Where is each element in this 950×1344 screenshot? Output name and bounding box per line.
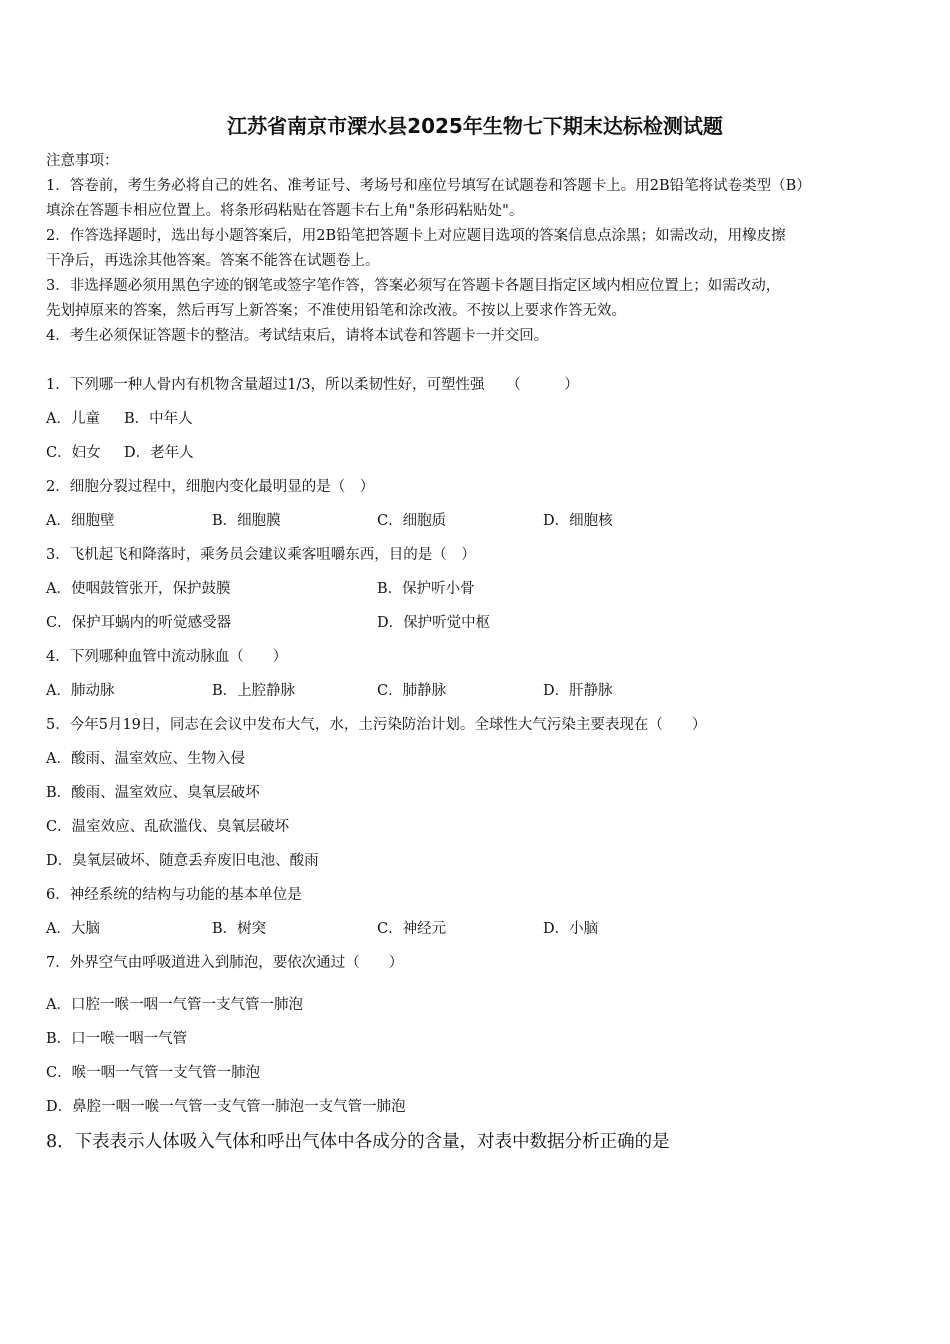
- notice-line: 填涂在答题卡相应位置上。将条形码粘贴在答题卡右上角"条形码粘贴处"。: [46, 203, 524, 219]
- question-stem: 2．细胞分裂过程中，细胞内变化最明显的是（ ）: [46, 479, 375, 495]
- question-stem: 8．下表表示人体吸入气体和呼出气体中各成分的含量，对表中数据分析正确的是: [46, 1132, 670, 1152]
- question-stem: 5．今年5月19日，同志在会议中发布大气，水，土污染防治计划。全球性大气污染主要表现在（ ）: [46, 717, 707, 733]
- option-a: A．酸雨、温室效应、生物入侵: [46, 751, 245, 767]
- option-row: [46, 409, 904, 429]
- option-d: D．老年人: [124, 445, 194, 461]
- notice-line: 干净后，再选涂其他答案。答案不能答在试题卷上。: [46, 253, 380, 269]
- option-row: [46, 613, 904, 633]
- option-d: D．保护听觉中枢: [377, 615, 491, 631]
- option-d: D．臭氧层破坏、随意丢弃废旧电池、酸雨: [46, 853, 319, 869]
- option-c: C．温室效应、乱砍滥伐、臭氧层破坏: [46, 819, 290, 835]
- option-b: B．保护听小骨: [377, 581, 475, 597]
- option-c: C．喉一咽一气管一支气管一肺泡: [46, 1065, 261, 1081]
- question-stem: 6．神经系统的结构与功能的基本单位是: [46, 887, 302, 903]
- option-c: C．神经元: [377, 921, 447, 937]
- option-a: A．口腔一喉一咽一气管一支气管一肺泡: [46, 997, 303, 1013]
- option-b: B．酸雨、温室效应、臭氧层破坏: [46, 785, 260, 801]
- option-d: D．小脑: [543, 921, 599, 937]
- option-c: C．细胞质: [377, 513, 447, 529]
- option-b: B．口一喉一咽一气管: [46, 1031, 188, 1047]
- option-b: B．细胞膜: [212, 513, 281, 529]
- option-row: [46, 579, 904, 599]
- option-c: C．妇女: [46, 445, 101, 461]
- notice-line: 4．考生必须保证答题卡的整洁。考试结束后，请将本试卷和答题卡一并交回。: [46, 328, 549, 344]
- option-a: A．大脑: [46, 921, 100, 937]
- option-a: A．肺动脉: [46, 683, 115, 699]
- option-d: D．肝静脉: [543, 683, 613, 699]
- exam-title: 江苏省南京市溧水县2025年生物七下期末达标检测试题: [227, 114, 723, 138]
- option-row: [46, 443, 904, 463]
- notice-line: 先划掉原来的答案，然后再写上新答案；不准使用铅笔和涂改液。不按以上要求作答无效。: [46, 303, 626, 319]
- option-b: B．上腔静脉: [212, 683, 296, 699]
- option-d: D．细胞核: [543, 513, 613, 529]
- notice-line: 1．答卷前，考生务必将自己的姓名、准考证号、考场号和座位号填写在试题卷和答题卡上。用2B铅笔将试卷类型（B）: [46, 178, 811, 194]
- notice-heading: 注意事项：: [46, 153, 119, 169]
- option-a: A．儿童: [46, 411, 100, 427]
- option-b: B．树突: [212, 921, 267, 937]
- option-d: D．鼻腔一咽一喉一气管一支气管一肺泡一支气管一肺泡: [46, 1099, 406, 1115]
- option-row: [46, 681, 904, 701]
- option-c: C．肺静脉: [377, 683, 447, 699]
- option-row: [46, 511, 904, 531]
- question-stem: 7．外界空气由呼吸道进入到肺泡，要依次通过（ ）: [46, 955, 404, 971]
- option-c: C．保护耳蜗内的听觉感受器: [46, 615, 232, 631]
- option-a: A．使咽鼓管张开，保护鼓膜: [46, 581, 231, 597]
- question-stem: 1．下列哪一种人骨内有机物含量超过1/3，所以柔韧性好，可塑性强 （ ）: [46, 377, 579, 393]
- notice-line: 3．非选择题必须用黑色字迹的钢笔或签字笔作答，答案必须写在答题卡各题目指定区域内相应位置上；如需改动，: [46, 278, 781, 294]
- option-b: B．中年人: [124, 411, 193, 427]
- notice-line: 2．作答选择题时，选出每小题答案后，用2B铅笔把答题卡上对应题目选项的答案信息点涂黑；如需改动，用橡皮擦: [46, 228, 786, 244]
- question-stem: 3．飞机起飞和降落时，乘务员会建议乘客咀嚼东西，目的是（ ）: [46, 547, 476, 563]
- option-a: A．细胞壁: [46, 513, 115, 529]
- option-row: [46, 919, 904, 939]
- question-stem: 4．下列哪种血管中流动脉血（ ）: [46, 649, 288, 665]
